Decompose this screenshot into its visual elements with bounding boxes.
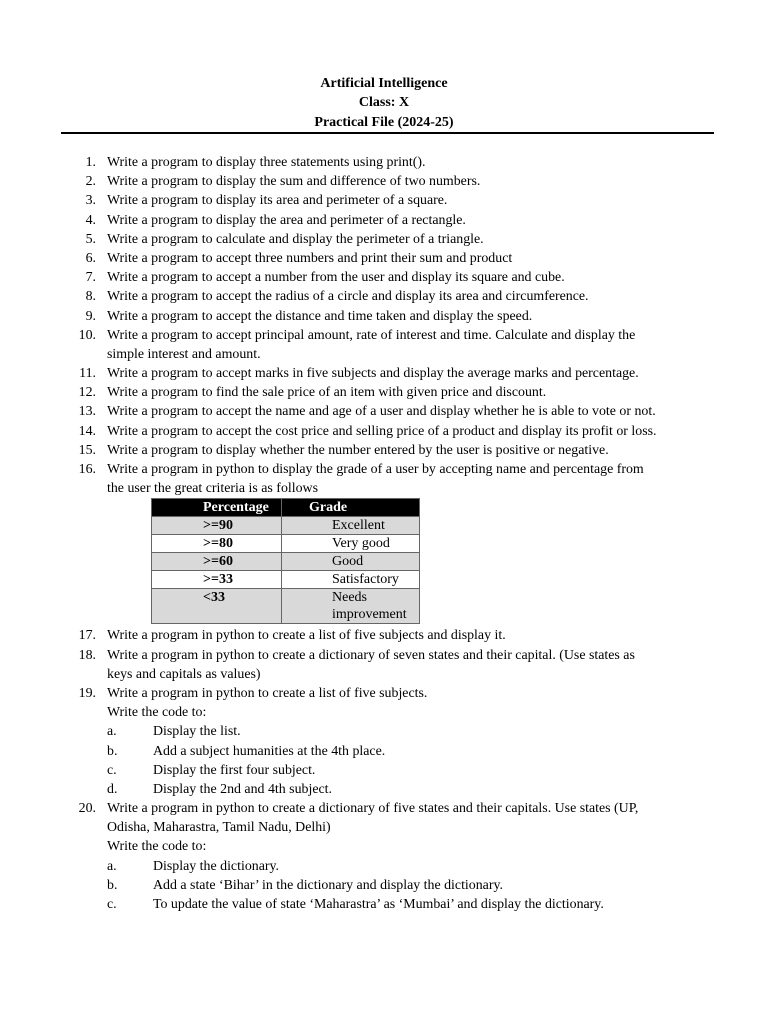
item-text: Write a program to find the sale price of an item with given price and discount. [107,385,547,401]
item-text: keys and capitals as values) [107,666,261,682]
item-number: 8. [85,289,96,305]
table-cell-percentage: >=33 [152,571,282,589]
item-text: Write a program in python to create a list of five subjects. [107,685,428,701]
grade-table-wrapper [0,498,768,626]
item-text: Write a program to accept a number from the user and display its square and cube. [107,270,565,286]
item-number: 6. [85,250,96,266]
list-item [0,422,768,441]
item-text: Write a program to display the area and perimeter of a rectangle. [107,212,466,228]
list-item-continuation [0,818,768,837]
list-item [0,646,768,665]
item-number: 20. [78,801,96,817]
item-text: Write a program to accept the cost price and selling price of a product and display its profit or loss. [107,423,657,439]
item-text: Write a program to accept the name and age of a user and display whether he is able to vote or not. [107,404,656,420]
list-item [0,402,768,421]
sub-item-letter: b. [107,877,118,893]
grade-line-2: improvement [332,607,407,623]
list-item [0,326,768,345]
list-item [0,249,768,268]
table-cell-grade: Excellent [282,517,420,535]
table-row [152,589,420,624]
item-text: Write the code to: [107,839,207,855]
table-row [152,535,420,553]
table-row [152,517,420,535]
list-item-continuation [0,703,768,722]
item-text: the user the great criteria is as follows [107,481,318,497]
item-text: Write a program in python to create a list of five subjects and display it. [107,628,506,644]
sub-item-letter: d. [107,781,118,797]
list-item [0,460,768,479]
table-cell-percentage: >=80 [152,535,282,553]
item-text: Write a program in python to create a dictionary of five states and their capitals. Use states (UP, [107,801,639,817]
sub-item-text: Add a subject humanities at the 4th place. [153,743,386,759]
sub-item-text: Display the 2nd and 4th subject. [153,781,333,797]
sub-item [0,780,768,799]
item-text: Odisha, Maharastra, Tamil Nadu, Delhi) [107,820,331,836]
subject-title: Artificial Intelligence [320,76,448,91]
list-item [0,364,768,383]
sub-item-text: Display the list. [153,724,241,740]
item-number: 12. [78,385,96,401]
class-label: Class: X [358,95,410,111]
question-list [0,153,768,914]
item-text: Write a program to accept the radius of a circle and display its area and circumference. [107,289,589,305]
item-number: 19. [78,685,96,701]
list-item [0,307,768,326]
list-item [0,684,768,703]
item-text: Write a program to accept the distance and time taken and display the speed. [107,308,533,324]
item-text: Write a program to accept three numbers and print their sum and product [107,250,513,266]
item-number: 13. [78,404,96,420]
table-cell-percentage: >=90 [152,517,282,535]
item-text: Write a program to display three statements using print(). [107,155,426,170]
document-header [0,74,768,132]
list-item [0,153,768,172]
item-number: 1. [85,155,96,170]
sub-item-text: To update the value of state ‘Maharastra’ as ‘Mumbai’ and display the dictionary. [153,897,604,912]
table-row [152,553,420,571]
list-item-continuation [0,479,768,498]
table-cell-percentage: <33 [152,589,282,624]
sub-item-letter: a. [107,858,117,874]
item-number: 4. [85,212,96,228]
list-item [0,626,768,645]
list-item [0,383,768,402]
item-number: 7. [85,270,96,286]
item-number: 5. [85,231,96,247]
list-item-continuation [0,345,768,364]
list-item [0,211,768,230]
item-text: Write the code to: [107,705,207,721]
sub-item-letter: c. [107,762,117,778]
item-number: 14. [78,423,96,439]
item-text: Write a program to accept principal amount, rate of interest and time. Calculate and display the [107,327,636,343]
file-label: Practical File (2024-25) [314,114,454,130]
list-item [0,230,768,249]
list-item [0,441,768,460]
sub-item [0,857,768,876]
list-item [0,799,768,818]
grade-table [151,498,420,624]
table-cell-grade [282,589,420,624]
item-text: Write a program in python to create a dictionary of seven states and their capital. (Use states as [107,647,635,663]
item-text: Write a program to display the sum and difference of two numbers. [107,174,481,190]
sub-item-text: Display the first four subject. [153,762,316,778]
list-item [0,191,768,210]
table-cell-grade: Satisfactory [282,571,420,589]
table-cell-grade: Good [282,553,420,571]
sub-item [0,722,768,741]
header-divider [61,132,714,134]
item-text: simple interest and amount. [107,346,261,362]
table-header-percentage: Percentage [152,499,282,517]
sub-item-letter: a. [107,724,117,740]
sub-item-text: Add a state ‘Bihar’ in the dictionary and display the dictionary. [153,877,503,893]
sub-item [0,895,768,914]
item-number: 3. [85,193,96,209]
list-item [0,172,768,191]
table-header-grade: Grade [282,499,420,517]
item-number: 11. [79,366,96,382]
sub-item [0,876,768,895]
sub-item [0,742,768,761]
item-text: Write a program in python to display the grade of a user by accepting name and percentage from [107,462,644,477]
sub-item-letter: b. [107,743,118,759]
sub-item [0,761,768,780]
sub-item-text: Display the dictionary. [153,858,280,874]
grade-line-1: Needs [332,590,367,606]
item-number: 10. [78,327,96,343]
table-row [152,571,420,589]
list-item-continuation [0,665,768,684]
item-number: 18. [78,647,96,663]
table-cell-grade: Very good [282,535,420,553]
list-item-continuation [0,837,768,856]
item-number: 9. [85,308,96,324]
item-number: 15. [78,442,96,458]
item-number: 17. [78,628,96,644]
table-cell-percentage: >=60 [152,553,282,571]
item-text: Write a program to calculate and display the perimeter of a triangle. [107,231,484,247]
item-text: Write a program to accept marks in five subjects and display the average marks and percentage. [107,366,639,382]
item-text: Write a program to display its area and perimeter of a square. [107,193,448,209]
item-text: Write a program to display whether the number entered by the user is positive or negative. [107,442,609,458]
item-number: 16. [78,462,96,477]
list-item [0,287,768,306]
item-number: 2. [85,174,96,190]
sub-item-letter: c. [107,897,117,912]
list-item [0,268,768,287]
